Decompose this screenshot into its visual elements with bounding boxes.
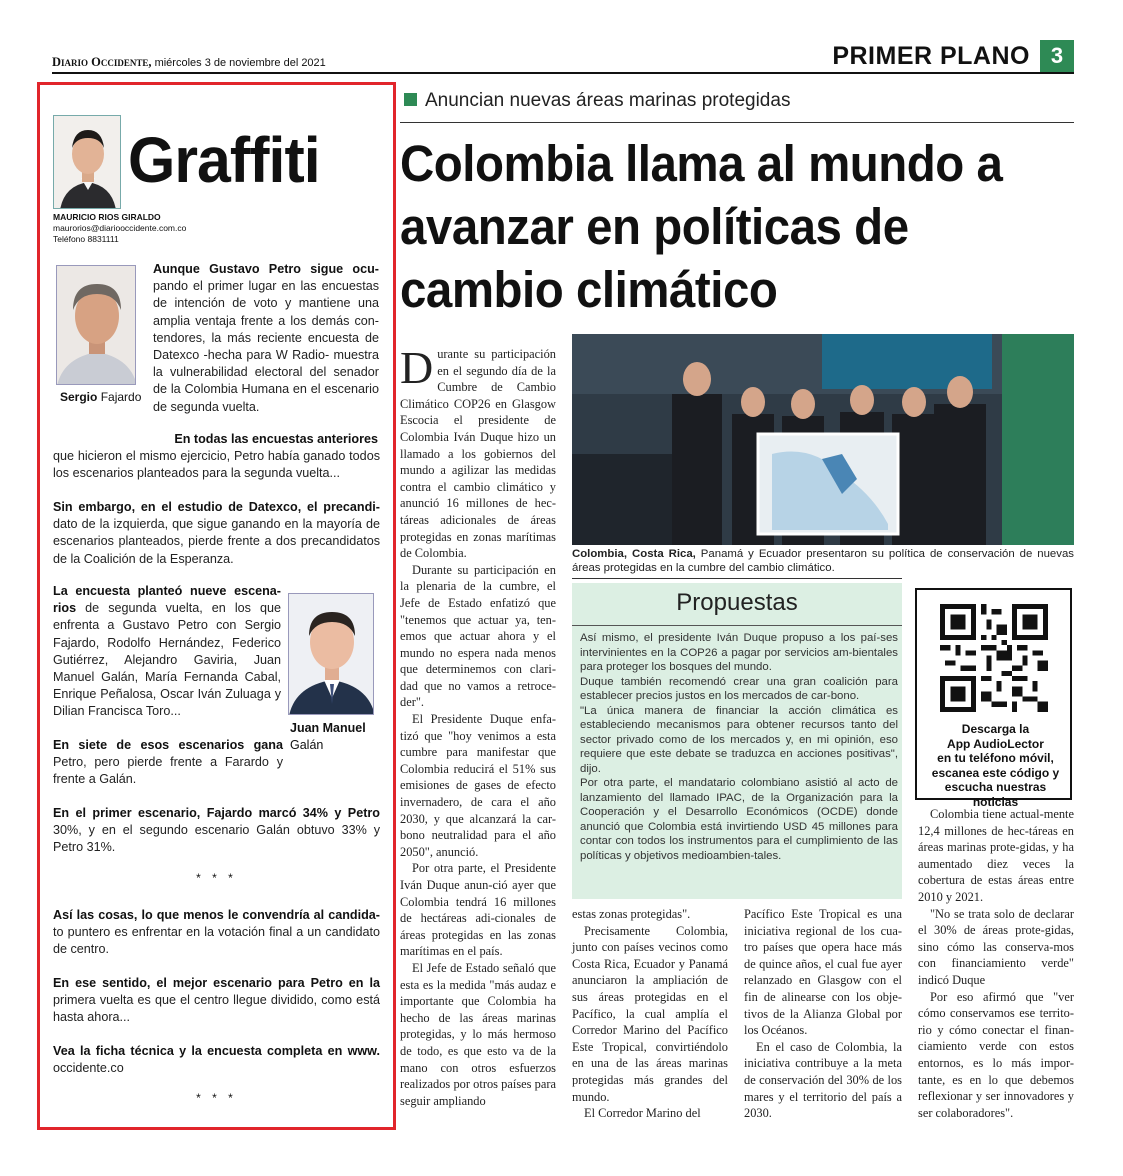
juan-caption-first: Juan Manuel <box>290 721 366 735</box>
article-column-4: Colombia tiene actual-mente 12,4 millones de hec-táreas en áreas marinas prote-gidas, y ha aumentado diez veces la cobertura de estas áreas entre 2010 y 2021. "No se trata solo de declarar el 30% de áreas prote-gidas, sino cómo las conserva-mos con financiamiento verde" indicó Duque Por eso afirmó que "ver cómo conservamos ese territo-rio y cómo conectar el finan-ciamiento verde con estos entornos, es lo más impor-tante, es en lo que debemos reflexionar y ser innovadores y ser colaboradores". <box>918 807 1074 1120</box>
graffiti-paragraph: Sin embargo, en el estudio de Datexco, el precandi- dato de la izquierda, que sigue ganando en la mayoría de escenarios planteados, pierde frente a dos precandidatos de la Coalición de la Esperanza. <box>53 500 380 566</box>
graffiti-column <box>37 82 396 1130</box>
graffiti-paragraph: En ese sentido, el mejor escenario para Petro en la primera vuelta es que el centro llegue dividido, como está hasta ahora... <box>53 976 380 1025</box>
article-column-1: Durante su participación en el segundo día de la Cumbre de Cambio Climático COP26 en Glasgow Escocia el presidente de Colombia Iván Duque hizo un llamado a los gobiernos del mundo a agilizar las medidas contra el cambio climático y anunció 16 millones de hec-táreas adicionales de áreas protegidas en zonas marítimas de Colombia. Durante su participación en la plenaria de la cumbre, el Jefe de Estado enfatizó que "tenemos que actuar ya, ten-emos que actuar ahora y el mundo no espera nada menos que determinemos con clari-dad que no vamos a retroce-der". El Presidente Duque enfa-tizó que "hoy venimos a esta cumbre para manifestar que Colombia reducirá el 51% sus emisiones de gases de efecto invernadero, de cara el año 2030, y que alcanzará la car-bono neutralidad para el año 2050", anunció. Por otra parte, el Presidente Iván Duque anun-ció ayer que Colombia tendrá 16 millones de hectáreas adi-cionales de áreas protegidas en las zonas marítimas en el país. El Jefe de Estado señaló que esta es la medida "más audaz e importante que Colombia ha hecho de las áreas marinas protegidas, y lo más hermoso de todo, es que esto va de la mano con otros esfuerzos realizados por otros países para seguir ampliando <box>400 342 556 1108</box>
graffiti-paragraph: Aunque Gustavo Petro sigue ocu- pando el primer lugar en las encuestas de intención de voto y mantiene una amplia ventaja frente a los demás con-tendores, la más reciente encuesta de Datexco -hecha para W Radio- muestra la vulnerabilidad electoral del senador de la Colombia Humana en el escenario de segunda vuelta. <box>153 262 379 414</box>
graffiti-paragraph: En siete de esos escenarios gana Petro, pero pierde frente a Farardo y frente a Galán. <box>53 738 283 787</box>
sergio-caption <box>60 390 141 404</box>
author-phone: Teléfono 8831111 <box>53 234 119 244</box>
article-headline: Colombia llama al mundo a avanzar en políticas de cambio climático <box>400 135 1003 318</box>
juan-caption-last: Galán <box>290 738 324 752</box>
author-photo <box>53 115 121 209</box>
author-email: maurorios@diariooccidente.com.co <box>53 223 187 233</box>
article-column-2: estas zonas protegidas". Precisamente Colombia, junto con países vecinos como Costa Rica, Ecuador y Panamá anunciaron la ampliación de sus áreas protegidas en el Pacífico, la cual amplía el Corredor Marino del Pacífico Este Tropical, convirtiéndolo en una de las áreas marinas protegidas más grandes del mundo. El Corredor Marino del <box>572 907 728 1121</box>
propuestas-rule <box>572 625 902 626</box>
propuestas-box <box>572 583 902 899</box>
graffiti-paragraph: Así las cosas, lo que menos le convendría al candida- to puntero es enfrentar en la votación final a un candidato de centro. <box>53 908 380 957</box>
graffiti-paragraph: En todas las encuestas anteriores que hicieron el mismo ejercicio, Petro había ganado todos los escenarios planteados para la segunda vuelta... <box>53 432 380 481</box>
header-date: miércoles 3 de noviembre del 2021 <box>154 57 326 69</box>
graffiti-paragraph: La encuesta planteó nueve escena-rios de segunda vuelta, en los que enfrenta a Gustavo Petro con Sergio Fajardo, Rodolfo Hernández, Federico Gutiérrez, Alejandro Gaviria, Juan Manuel Galán, María Fernanda Cabal, Enrique Peñalosa, Oscar Iván Zuluaga y Dilian Francisca Toro... <box>53 584 281 719</box>
section-separator: * * * <box>196 871 237 885</box>
juan-manuel-galan-photo <box>288 593 374 715</box>
sergio-caption-first: Sergio <box>60 390 98 404</box>
newspaper-brand: Diario Occidente, <box>52 55 152 69</box>
column-title: Graffiti <box>128 124 320 196</box>
page-number: 3 <box>1040 40 1074 72</box>
page-header <box>52 40 1074 74</box>
section-title: PRIMER PLANO <box>832 42 1030 70</box>
sergio-fajardo-photo <box>56 265 136 385</box>
audiolector-qr-box <box>915 588 1072 809</box>
propuestas-title: Propuestas <box>676 589 798 616</box>
section-separator: * * * <box>196 1091 237 1105</box>
graffiti-paragraph: En el primer escenario, Fajardo marcó 34% y Petro 30%, y en el segundo escenario Galán obtuvo 33% y Petro 31%. <box>53 806 380 855</box>
qr-instructions: Descarga la App AudioLector en tu teléfono móvil, escanea este código y escucha nuestras noticias <box>931 722 1060 809</box>
kicker-square-icon <box>404 93 417 106</box>
article-photo <box>572 334 1074 545</box>
article-kicker: Anuncian nuevas áreas marinas protegidas <box>404 90 790 112</box>
author-name: MAURICIO RIOS GIRALDO <box>53 212 161 222</box>
dropcap: D <box>400 342 434 393</box>
header-dateline <box>52 55 326 70</box>
header-rule <box>52 72 1074 74</box>
kicker-rule <box>400 122 1074 123</box>
sergio-caption-last: Fajardo <box>100 390 142 404</box>
caption-rule <box>572 578 902 579</box>
article-column-3: Pacífico Este Tropical es una iniciativa regional de los cua-tro países que opera hace más de quince años, el cual fue ayer relanzado en Glasgow con el fin de alinearse con los obje-tivos de la Alianza Global por los Océanos. En el caso de Colombia, la iniciativa contribuye a la meta de conservación del 30% de los mares y el territorio del país a 2030. <box>744 907 902 1121</box>
propuestas-text: Así mismo, el presidente Iván Duque propuso a los paí-ses intervinientes en la COP26 a pagar por servicios am-bientales para proteger los bosques del mundo. Duque también recomendó crear una gran coalición para establecer precios justos en los mercados de car-bono. "La única manera de financiar la acción climática es estableciendo mecanismos para obtener recursos tanto del sector privado como de los mercados y, en mi opinión, eso requiere que este debate se traduzca en acciones positivas", dijo. Por otra parte, el mandatario colombiano asistió al acto de lanzamiento del llamado IPAC, de la Organización para la Cooperación y el Desarrollo Económicos (OCDE) donde anunció que Colombia está invirtiendo USD 45 millones para contar con todos los instrumentos para el cumplimiento de las políticas y objetivos medioambien-tales. <box>580 632 898 862</box>
graffiti-paragraph: Vea la ficha técnica y la encuesta completa en www. occidente.co <box>53 1044 380 1076</box>
photo-caption: Colombia, Costa Rica, Panamá y Ecuador presentaron su política de conservación de nuevas áreas protegidas en la cumbre del cambio climático. <box>572 548 1074 574</box>
qr-code-icon[interactable] <box>940 604 1048 712</box>
